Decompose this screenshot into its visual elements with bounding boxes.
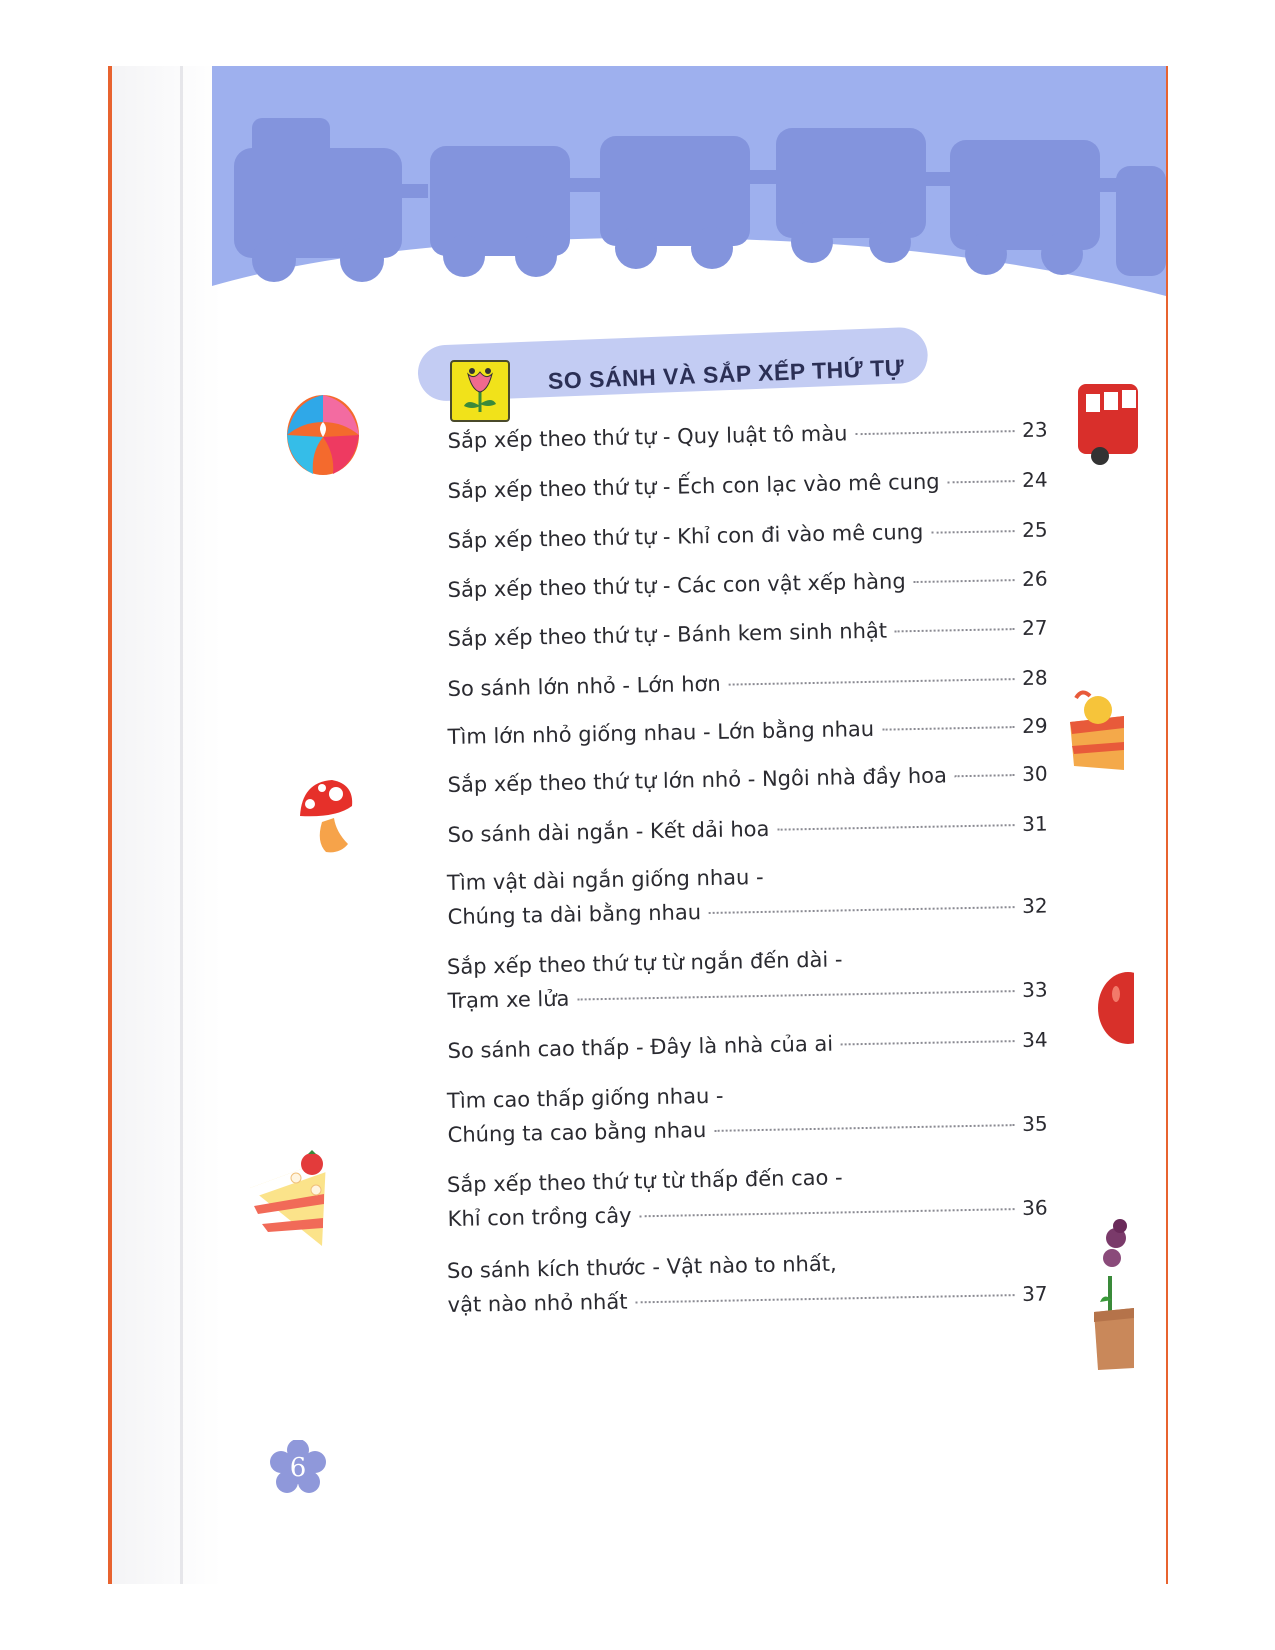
toc-entry-page: 27: [1021, 615, 1048, 640]
toc-entry-page: 36: [1021, 1195, 1048, 1220]
toc-entry: [447, 938, 1048, 1018]
toc-entry-title: Tìm cao thấp giống nhau -: [446, 1083, 724, 1114]
dot-leader: [777, 824, 1014, 831]
dot-leader: [855, 430, 1014, 435]
cake-icon: [1068, 688, 1126, 774]
toc-entry-title: Sắp xếp theo thứ tự - Các con vật xếp hàng: [447, 569, 906, 603]
toc-entry: [447, 1242, 1048, 1322]
tulip-icon: [450, 360, 510, 422]
toc-entry-title: Sắp xếp theo thứ tự lớn nhỏ - Ngôi nhà đầy hoa: [447, 763, 948, 798]
toc-entry-page: 31: [1021, 811, 1048, 836]
toc-entry-title: Sắp xếp theo thứ tự - Bánh kem sinh nhật: [447, 618, 888, 652]
toc-entry-title: Sắp xếp theo thứ tự từ thấp đến cao -: [446, 1165, 843, 1198]
dot-leader: [895, 628, 1014, 632]
toc-entry-page: 33: [1021, 977, 1048, 1002]
toc-entry-title: Sắp xếp theo thứ tự - Quy luật tô màu: [447, 421, 848, 454]
beach-ball-icon: [283, 392, 363, 478]
flower-pot-icon: [1090, 1216, 1134, 1372]
cake-slice-icon: [246, 1150, 332, 1262]
toc-entry-page: 25: [1021, 517, 1048, 542]
toc-entry-title: Chúng ta dài bằng nhau: [447, 900, 702, 930]
toc-entry-title: Khỉ con trồng cây: [447, 1203, 632, 1232]
toc-entry-title: So sánh kích thước - Vật nào to nhất,: [446, 1251, 837, 1284]
toc-entry-title: So sánh lớn nhỏ - Lớn hơn: [447, 671, 721, 702]
dot-leader: [948, 480, 1015, 483]
toc-entry-page: 32: [1021, 893, 1048, 918]
dot-leader: [882, 726, 1014, 731]
toc-entry-title: vật nào nhỏ nhất: [447, 1289, 628, 1318]
toc-entry-page: 37: [1021, 1281, 1048, 1306]
toc-entry-title: Sắp xếp theo thứ tự từ ngắn đến dài -: [446, 947, 843, 980]
toc-entry: [447, 1156, 1048, 1236]
dot-leader: [729, 678, 1015, 685]
toc-entry-title: Trạm xe lửa: [447, 986, 570, 1014]
page-number: 6: [289, 1453, 307, 1483]
toc-entry-title: Chúng ta cao bằng nhau: [447, 1118, 707, 1148]
mushroom-icon: [296, 776, 356, 856]
apple-icon: [1094, 966, 1134, 1046]
dot-leader: [714, 1124, 1014, 1132]
toc-entry-page: 23: [1021, 417, 1048, 442]
toc-entry-page: 34: [1021, 1027, 1048, 1052]
toc-entry-title: Tìm vật dài ngắn giống nhau -: [446, 864, 764, 896]
toc-entry-title: Sắp xếp theo thứ tự - Khỉ con đi vào mê cung: [447, 519, 924, 554]
toc-entry-title: So sánh dài ngắn - Kết dải hoa: [447, 816, 770, 848]
dot-leader: [955, 774, 1014, 777]
toc-entry-page: 29: [1021, 713, 1048, 738]
dot-leader: [635, 1294, 1014, 1303]
toc-entry-title: Sắp xếp theo thứ tự - Ếch con lạc vào mê cung: [447, 469, 940, 504]
toc-entry: [447, 854, 1048, 934]
toc-entry-page: 30: [1021, 761, 1048, 786]
dot-leader: [841, 1040, 1014, 1045]
toc-entry-page: 26: [1021, 566, 1048, 591]
toc-entry-page: 28: [1021, 665, 1048, 690]
toc-entry: [447, 1072, 1048, 1152]
dot-leader: [639, 1208, 1014, 1217]
toc-entry-page: 24: [1021, 467, 1048, 492]
dot-leader: [577, 990, 1014, 1000]
toc-entry-page: 35: [1021, 1111, 1048, 1136]
dot-leader: [709, 906, 1014, 914]
toc-entry-title: So sánh cao thấp - Đây là nhà của ai: [447, 1031, 834, 1064]
bus-icon: [1078, 378, 1138, 468]
section-title: SO SÁNH VÀ SẮP XẾP THỨ TỰ: [547, 354, 905, 394]
toc-entry-title: Tìm lớn nhỏ giống nhau - Lớn bằng nhau: [447, 716, 875, 750]
dot-leader: [931, 530, 1014, 534]
dot-leader: [914, 579, 1015, 583]
